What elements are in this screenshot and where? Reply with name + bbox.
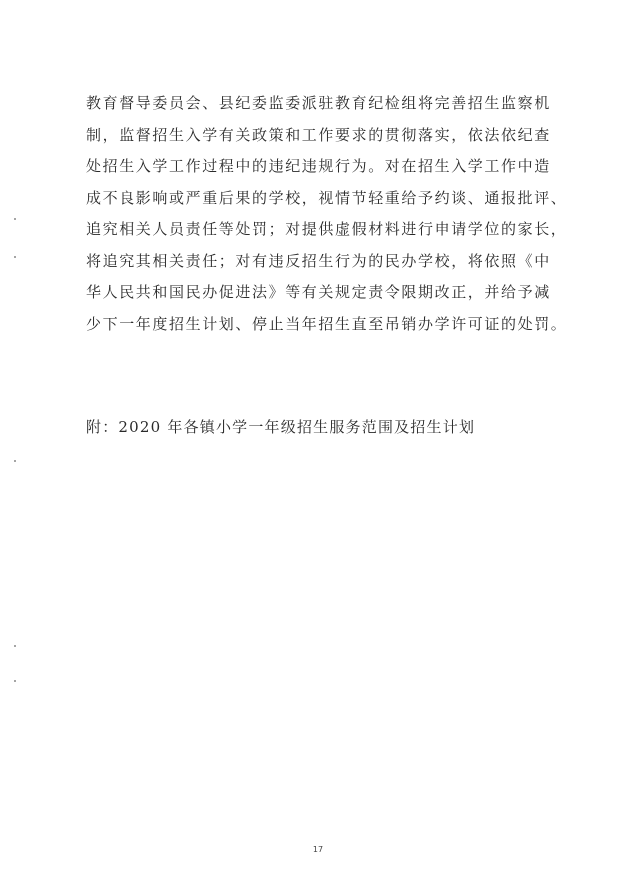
scan-speck <box>14 460 16 462</box>
paragraph-line: 处招生入学工作过程中的违纪违规行为。对在招生入学工作中造 <box>86 157 551 175</box>
scan-speck <box>14 256 16 258</box>
paragraph-line: 成不良影响或严重后果的学校，视情节轻重给予约谈、通报批评、 <box>86 188 568 207</box>
attachment-note: 附：2020 年各镇小学一年级招生服务范围及招生计划 <box>86 418 476 436</box>
paragraph-line: 华人民共和国民办促进法》等有关规定责令限期改正，并给予减 <box>86 283 551 301</box>
paragraph-line: 教育督导委员会、县纪委监委派驻教育纪检组将完善招生监察机 <box>86 94 551 112</box>
scan-speck <box>14 218 16 220</box>
scan-speck <box>14 645 16 647</box>
scan-speck <box>14 680 16 682</box>
paragraph-line: 追究相关人员责任等处罚；对提供虚假材料进行申请学位的家长， <box>86 220 568 238</box>
paragraph-line: 少下一年度招生计划、停止当年招生直至吊销办学许可证的处罚。 <box>86 314 568 333</box>
body-paragraph <box>86 88 572 340</box>
paragraph-line: 将追究其相关责任；对有违反招生行为的民办学校，将依照《中 <box>86 251 551 270</box>
paragraph-line: 制，监督招生入学有关政策和工作要求的贯彻落实，依法依纪查 <box>86 125 551 144</box>
page-number: 17 <box>312 845 324 854</box>
